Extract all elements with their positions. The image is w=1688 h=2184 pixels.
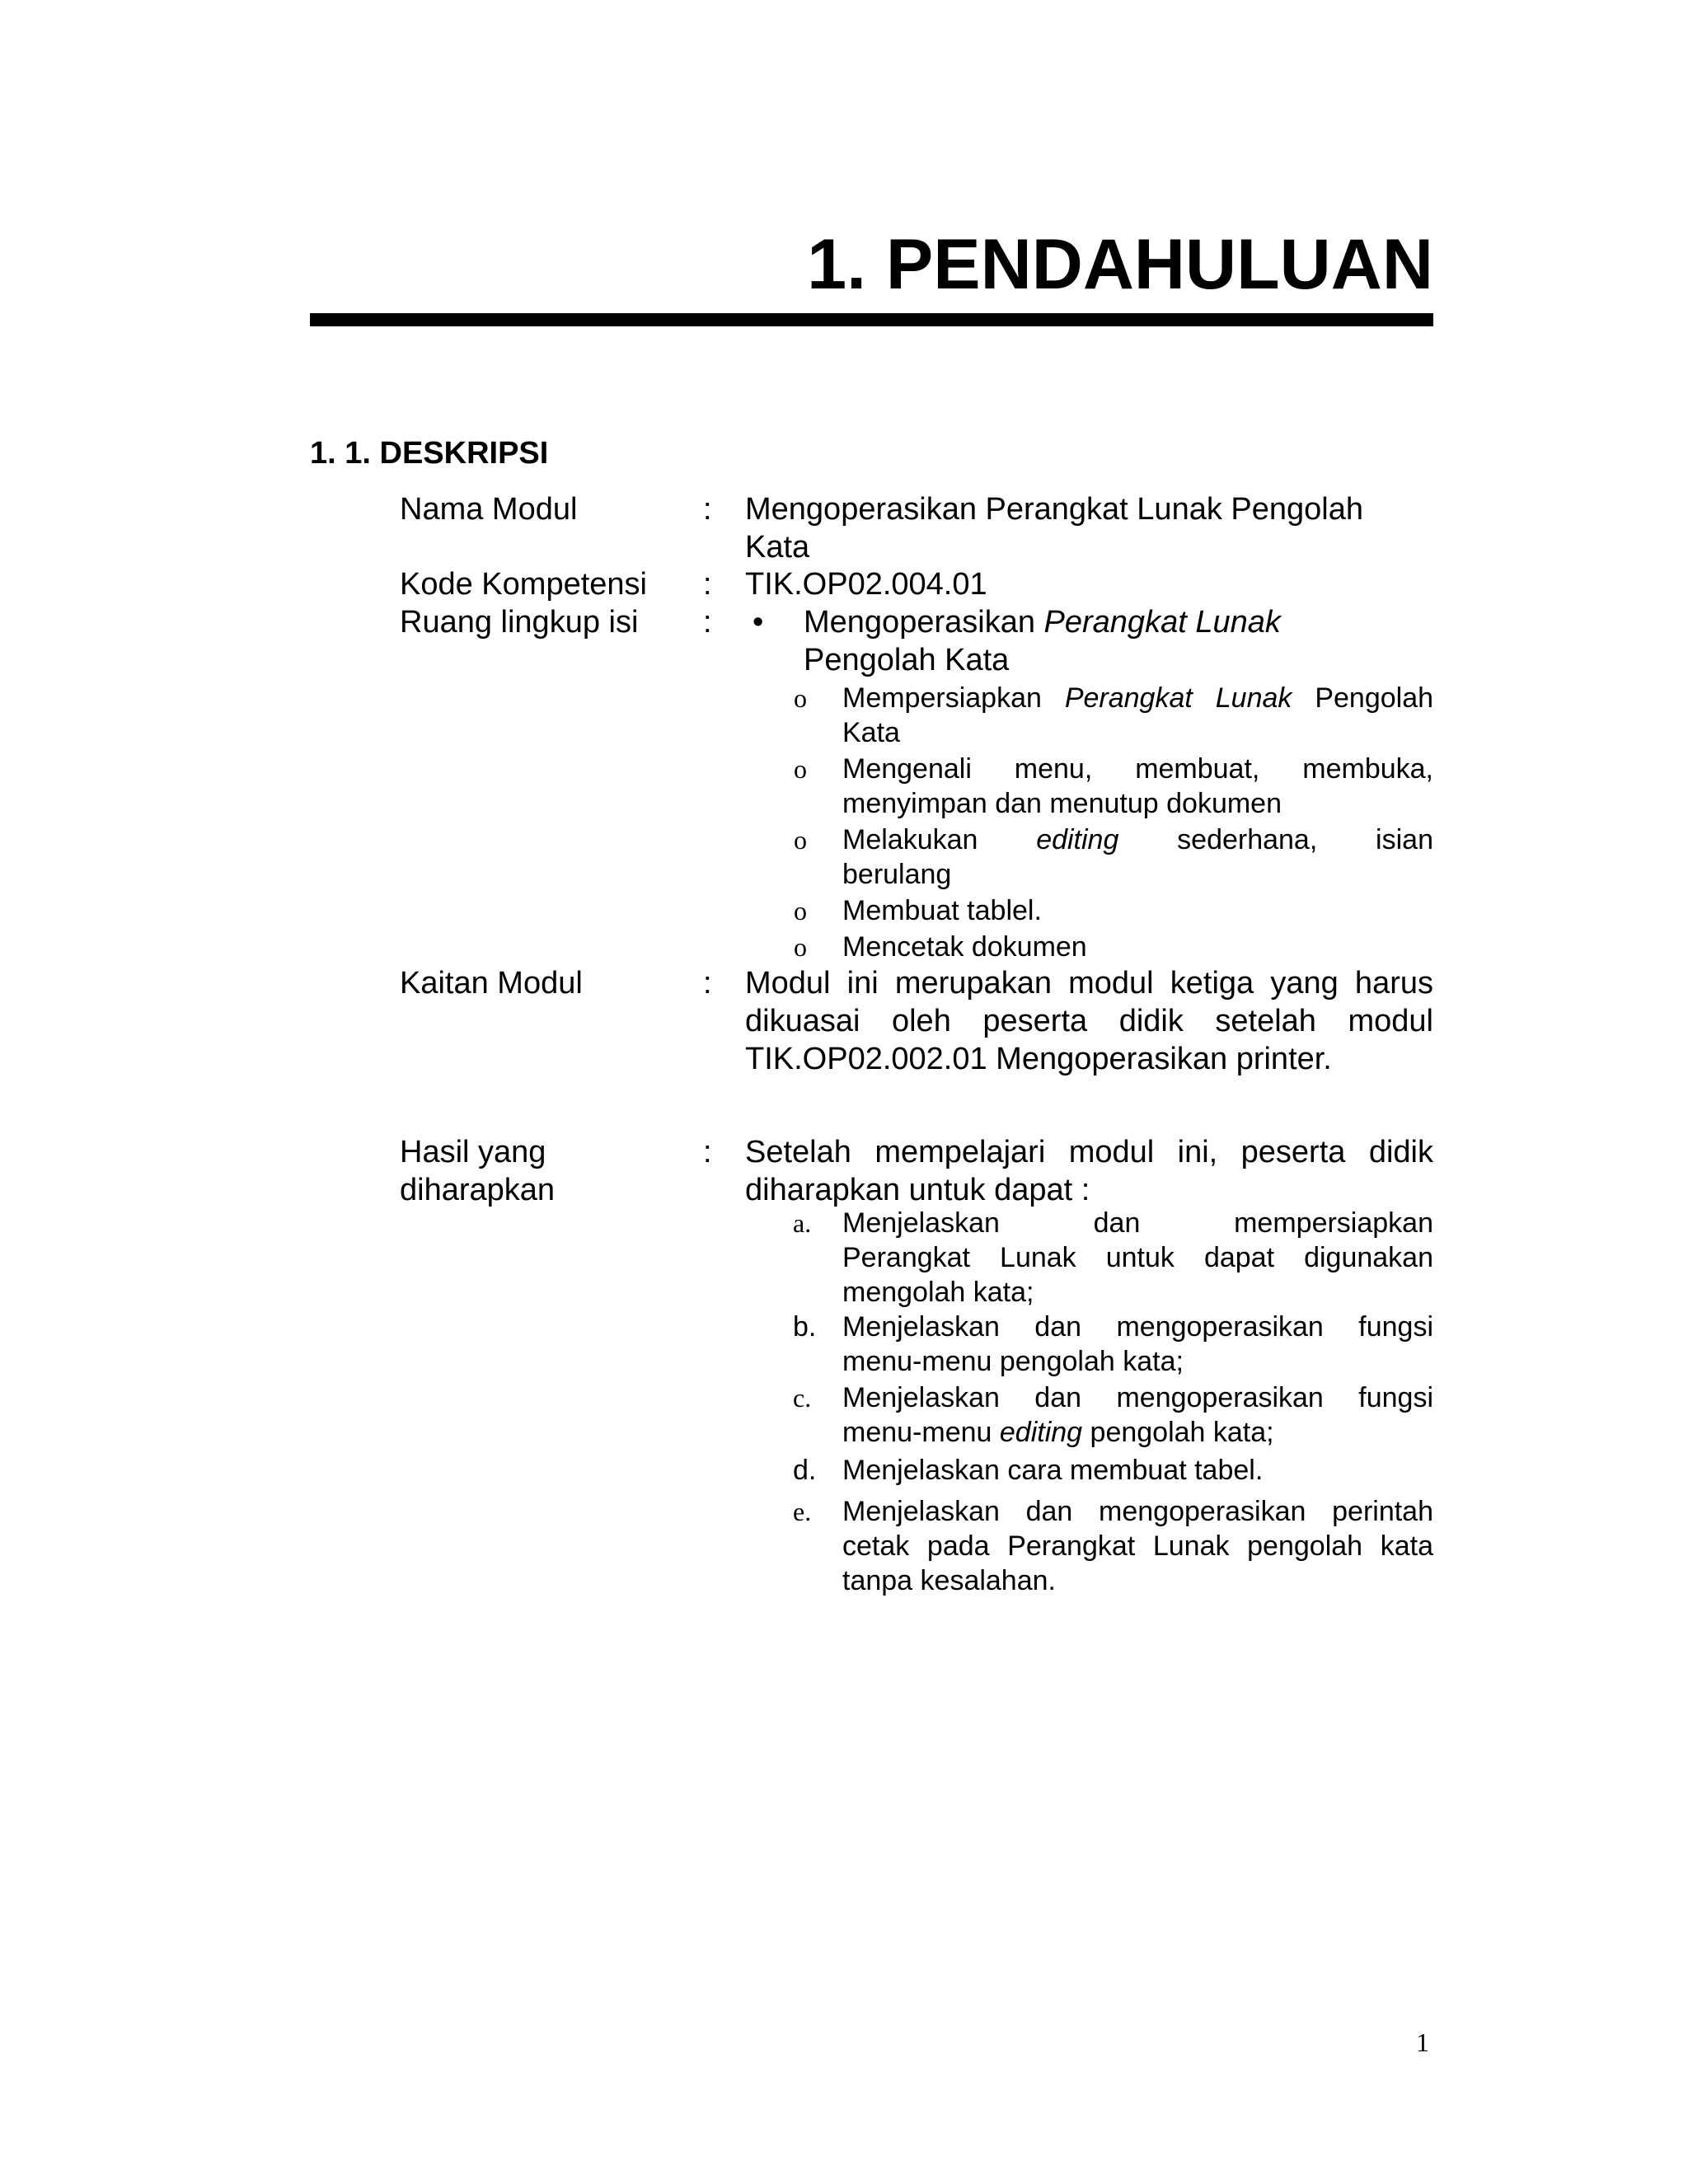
- text: Mempersiapkan: [842, 682, 1042, 714]
- value-line: Mencetak dokumen: [842, 931, 1087, 963]
- italic-text: Perangkat Lunak: [1064, 682, 1292, 714]
- value-nama-modul: [745, 490, 1433, 566]
- value-line: berulang: [842, 859, 952, 890]
- value-line: menyimpan dan menutup dokumen: [842, 788, 1282, 819]
- text: sederhana, isian: [1177, 824, 1433, 855]
- value-line: Kata: [842, 717, 900, 748]
- text: Pengolah: [1315, 682, 1434, 714]
- chapter-title: 1. PENDAHULUAN: [807, 225, 1433, 304]
- value-line: Pengolah Kata: [804, 643, 1010, 677]
- italic-text: editing: [1036, 824, 1119, 855]
- value-line: TIK.OP02.002.01 Mengoperasikan printer.: [745, 1042, 1332, 1076]
- value-line: Kata: [745, 530, 810, 565]
- list-marker: b.: [793, 1311, 817, 1343]
- list-marker: a.: [793, 1208, 812, 1238]
- label-ruang-lingkup: Ruang lingkup isi: [400, 605, 639, 640]
- value-line: [842, 681, 1433, 715]
- value-line: diharapkan untuk dapat :: [745, 1173, 1090, 1207]
- value-kode-kompetensi: TIK.OP02.004.01: [745, 567, 987, 602]
- text: pengolah kata;: [1090, 1417, 1274, 1448]
- value-line: dikuasai oleh peserta didik setelah modul: [745, 1004, 1433, 1038]
- circle-bullet-icon: o: [794, 683, 807, 713]
- value-line: Perangkat Lunak untuk dapat digunakan: [842, 1242, 1433, 1273]
- circle-bullet-icon: o: [794, 896, 807, 926]
- label-hasil: [400, 1133, 555, 1209]
- value-line: Mengenali menu, membuat, membuka,: [842, 753, 1433, 785]
- outcome-item: [842, 1380, 1433, 1450]
- list-marker: e.: [793, 1497, 812, 1526]
- value-line: Mengoperasikan Perangkat Lunak Pengolah: [745, 492, 1363, 527]
- list-marker: c.: [793, 1383, 812, 1413]
- label-nama-modul: Nama Modul: [400, 492, 578, 527]
- value-line: tanpa kesalahan.: [842, 1565, 1056, 1596]
- value-line: [804, 603, 1433, 641]
- scope-sub-item: [842, 893, 1433, 928]
- text: Melakukan: [842, 824, 978, 855]
- italic-text: editing: [999, 1417, 1083, 1448]
- section-heading: 1. 1. DESKRIPSI: [310, 436, 549, 471]
- page-number: 1: [1416, 2027, 1429, 2057]
- value-line: cetak pada Perangkat Lunak pengolah kata: [842, 1530, 1433, 1562]
- label-kaitan-modul: Kaitan Modul: [400, 966, 583, 1001]
- label-line: diharapkan: [400, 1173, 556, 1207]
- value-line: Menjelaskan dan mengoperasikan fungsi: [842, 1382, 1433, 1413]
- colon-separator: :: [703, 605, 712, 640]
- text: menu-menu: [842, 1417, 992, 1448]
- outcome-item: [842, 1310, 1433, 1379]
- scope-sub-item: [842, 681, 1433, 750]
- value-line: [842, 823, 1433, 857]
- colon-separator: :: [703, 567, 712, 602]
- outcome-item: [842, 1206, 1433, 1310]
- value-line: mengolah kata;: [842, 1277, 1034, 1308]
- outcome-item: [842, 1453, 1433, 1488]
- value-line: Menjelaskan dan mempersiapkan: [842, 1207, 1433, 1239]
- label-line: Hasil yang: [400, 1135, 546, 1169]
- value-line: Modul ini merupakan modul ketiga yang harus: [745, 966, 1433, 1001]
- value-hasil: [745, 1133, 1433, 1209]
- scope-sub-item: [842, 823, 1433, 892]
- scope-sub-item: [842, 752, 1433, 821]
- outcome-item: [842, 1494, 1433, 1598]
- colon-separator: :: [703, 1135, 712, 1169]
- scope-sub-item: [842, 930, 1433, 964]
- value-line: Menjelaskan cara membuat tabel.: [842, 1455, 1264, 1486]
- value-line: Setelah mempelajari modul ini, peserta didik: [745, 1135, 1433, 1169]
- circle-bullet-icon: o: [794, 754, 807, 784]
- value-line: [842, 1415, 1433, 1450]
- list-marker: d.: [793, 1455, 817, 1486]
- text: Mengoperasikan: [804, 605, 1035, 640]
- circle-bullet-icon: o: [794, 825, 807, 855]
- title-rule: [310, 313, 1433, 326]
- scope-main-item: [804, 603, 1433, 679]
- value-line: Menjelaskan dan mengoperasikan fungsi: [842, 1311, 1433, 1343]
- value-line: Membuat tablel.: [842, 895, 1042, 926]
- value-line: Menjelaskan dan mengoperasikan perintah: [842, 1496, 1433, 1527]
- value-line: menu-menu pengolah kata;: [842, 1346, 1184, 1377]
- value-kaitan-modul: [745, 964, 1433, 1078]
- italic-text: Perangkat Lunak: [1043, 605, 1281, 640]
- label-kode-kompetensi: Kode Kompetensi: [400, 567, 647, 602]
- colon-separator: :: [703, 966, 712, 1001]
- circle-bullet-icon: o: [794, 932, 807, 962]
- bullet-icon: •: [753, 605, 764, 640]
- colon-separator: :: [703, 492, 712, 527]
